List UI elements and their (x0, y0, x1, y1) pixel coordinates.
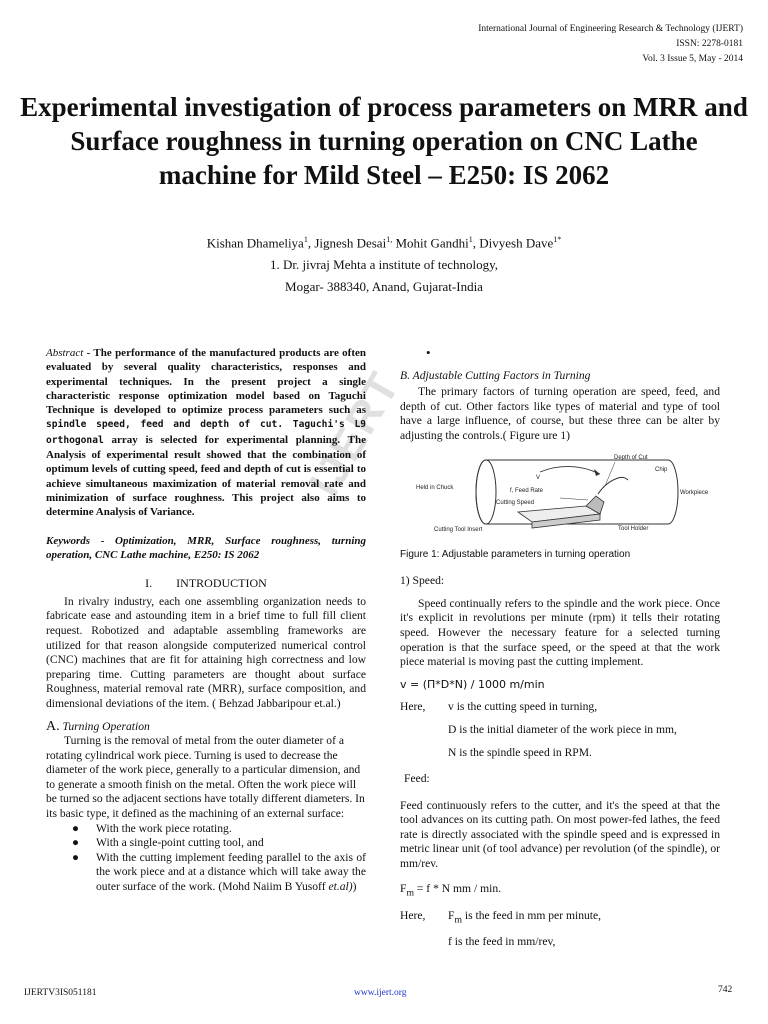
footer-page-number: 742 (718, 985, 733, 995)
turning-figure (400, 452, 720, 542)
keywords-label: Keywords (46, 534, 90, 547)
adjustable-paragraph: The primary factors of turning operation are speed, feed, and depth of cut. Other factors like types of material and type of tool have a large influence, of course, but these three can be alter by adjusting the controls.( Figure ure 1) (400, 385, 720, 442)
journal-name: International Journal of Engineering Research & Technology (IJERT) (478, 24, 743, 34)
author-block (0, 229, 768, 298)
intro-paragraph (46, 595, 366, 712)
definition-d: D is the initial diameter of the work piece in mm, (448, 722, 677, 736)
stray-bullet: • (426, 345, 431, 360)
speed-heading: 1) Speed: (400, 574, 445, 588)
list-item (46, 836, 366, 851)
keywords-text: - Optimization, MRR, Surface roughness, turning operation, CNC Lathe machine, E250: IS 2062 (46, 534, 366, 561)
definition-fm-f: F (448, 908, 455, 922)
figure-caption: Figure 1: Adjustable parameters in turning operation (400, 548, 631, 560)
author-sup: 1 (303, 235, 308, 244)
list-item (46, 822, 366, 837)
paper-title: Experimental investigation of process parameters on MRR and Surface roughness in turning operation on CNC Lathe machine for Mild Steel – E250: IS 2062 (20, 92, 748, 190)
arrow-head (594, 469, 600, 476)
feed-paragraph: Feed continuously refers to the cutter, and it's the speed at that the tool advances on its cutting path. On most power-fed lathes, the feed rate is directly associated with the spindle speed and is expressed in metric linear unit (of tool advance) per revolution (of the spindle), or mm/rev. (400, 798, 720, 871)
author-sup: 1 (468, 235, 473, 244)
feed-equation (400, 882, 720, 901)
here-label: Here, (400, 908, 426, 922)
leader-line (560, 498, 588, 500)
list-item-text: With the work piece rotating. (96, 821, 232, 835)
right-column (400, 346, 720, 950)
speed-paragraph: Speed continually refers to the spindle and the work piece. Once it's explicit in revolutions per minute (rpm) it tells their rotating speed. However the necessary feature for a selected turning operation is that the surface speed, or the speed at that the work piece material is moving past the cutting implement. (400, 596, 720, 669)
feed-heading: Feed: (404, 772, 430, 786)
journal-volume: Vol. 3 Issue 5, May - 2014 (642, 54, 743, 64)
author-name: Divyesh Dave (479, 235, 554, 251)
section-number: I. (145, 576, 153, 591)
feed-equation-sub: m (406, 886, 414, 898)
feed-equation-f: F (400, 881, 407, 895)
keywords (46, 534, 366, 563)
list-item-text: With a single-point cutting tool, and (96, 836, 264, 850)
chip-shape (598, 477, 628, 494)
footer-url-link[interactable]: www.ijert.org (354, 988, 407, 998)
list-item-text: With the cutting implement feeding parallel to the axis of the work piece and at a distance which will take away the outer surface of the work. (Mohd Naiim B Yusoff (96, 850, 366, 894)
author-address: Mogar- 388340, Anand, Gujarat-India (285, 279, 483, 295)
journal-header (478, 22, 743, 67)
label-cutting-speed: Cutting Speed (496, 499, 535, 506)
label-v: V (536, 474, 541, 481)
subsection-heading-turning (46, 720, 366, 735)
journal-issn: ISSN: 2278-0181 (676, 39, 743, 49)
author-name: Mohit Gandhi (395, 235, 469, 251)
label-depth-of-cut: Depth of Cut (614, 454, 648, 461)
left-column (46, 346, 366, 895)
author-sup: 1* (553, 235, 562, 244)
abstract-text-3: array is selected for experimental planning. The Analysis of experimental result showed that the combination of optimum levels of cutting speed, feed and depth of cut is essential to achieve simultaneous maximization of material removal rate and minimization of surface roughness. This project also aims to determine Analysis of Variance. (46, 433, 366, 519)
label-chip: Chip (655, 466, 668, 473)
feed-definitions (400, 909, 720, 928)
definition-n: N is the spindle speed in RPM. (448, 745, 592, 759)
bullet-icon: ● (72, 850, 80, 864)
definition-fm-rest: is the feed in mm per minute, (461, 908, 602, 922)
speed-definitions (400, 700, 720, 715)
author-sup: 1, (386, 235, 393, 244)
intro-citation: ( Behzad Jabbaripour et.al.) (212, 696, 341, 710)
abstract-text-1: - The performance of the manufactured products are often evaluated by several quality characteristics, responses and experimental techniques. In the present project a single characteristic response optimization model based on Taguchi Technique is developed to optimize process parameters such as (46, 347, 366, 417)
abstract (46, 346, 366, 520)
list-item-citation: et.al) (328, 880, 353, 894)
label-tool-holder: Tool Holder (618, 525, 649, 532)
abstract-text-2: spindle speed, feed and depth of cut. Taguchi's L9 orthogonal (46, 419, 366, 446)
abstract-label: Abstract (46, 347, 84, 359)
turning-paragraph: Turning is the removal of metal from the outer diameter of a rotating cylindrical work piece. Turning is used to decrease the diameter of the work piece, generally to a particular dimension, and to generate a smooth finish on the metal. Often the work piece will be turned so the adjacent sections have totally different diameters. In its basic type, it defined as the machining of an external surface: (46, 734, 365, 821)
bullet-icon: ● (72, 821, 80, 835)
here-label: Here, (400, 700, 426, 714)
feed-equation-rest: = f * N mm / min. (413, 881, 502, 895)
definition-v: v is the cutting speed in turning, (448, 700, 598, 714)
chuck-end (476, 460, 496, 524)
list-item: ● With the cutting implement feeding parallel to the axis of the work piece and at a distance which will take away the outer surface of the work. (Mohd Naiim B Yusoff et.al)) (72, 850, 366, 894)
rotation-arrow (540, 466, 600, 474)
bullet-icon: ● (72, 836, 80, 850)
definition-f: f is the feed in mm/rev, (448, 935, 556, 949)
author-name: Jignesh Desai (314, 235, 387, 251)
author-names: Kishan Dhameliya$^1$, Jignesh Desai$^{1,}$ Mohit Gandhi$^1$, Divyesh Dave$^{1*}$ (206, 235, 562, 251)
footer-paper-id: IJERTV3IS051181 (24, 988, 97, 998)
section-title: INTRODUCTION (176, 576, 267, 591)
author-affiliation: 1. Dr. jivraj Mehta a institute of technology, (269, 257, 499, 273)
definition-fm-sub: m (454, 913, 462, 925)
label-cutting-tool-insert: Cutting Tool Insert (434, 526, 483, 533)
speed-equation: v = (Π*D*N) / 1000 m/min (400, 677, 545, 691)
label-held-in-chuck: Held in Chuck (416, 484, 454, 491)
section-heading-intro (46, 576, 366, 591)
ijert-watermark: IJERT (300, 363, 410, 505)
label-workpiece: Workpiece (680, 489, 709, 496)
subsection-heading-adjustable: B. Adjustable Cutting Factors in Turning (400, 368, 591, 382)
intro-body: In rivalry industry, each one assembling organization needs to fabricate ease and astounding item in a brief time to full fill client request. Robotized and adaptable assembling frameworks are utilized for that reason alongside computerized numerical control (CNC) machines that are fit for attaining high correctness and low preparing time. Cutting parameters are thought about surface Roughness, material removal rate (MRR), surface composition, and dimensional deviations of the item. (46, 594, 366, 710)
label-feed-rate: f, Feed Rate (510, 487, 544, 494)
subsection-title: Turning Operation (62, 719, 150, 733)
author-name: Kishan Dhameliya (206, 235, 304, 251)
subsection-letter: A. (46, 718, 60, 734)
